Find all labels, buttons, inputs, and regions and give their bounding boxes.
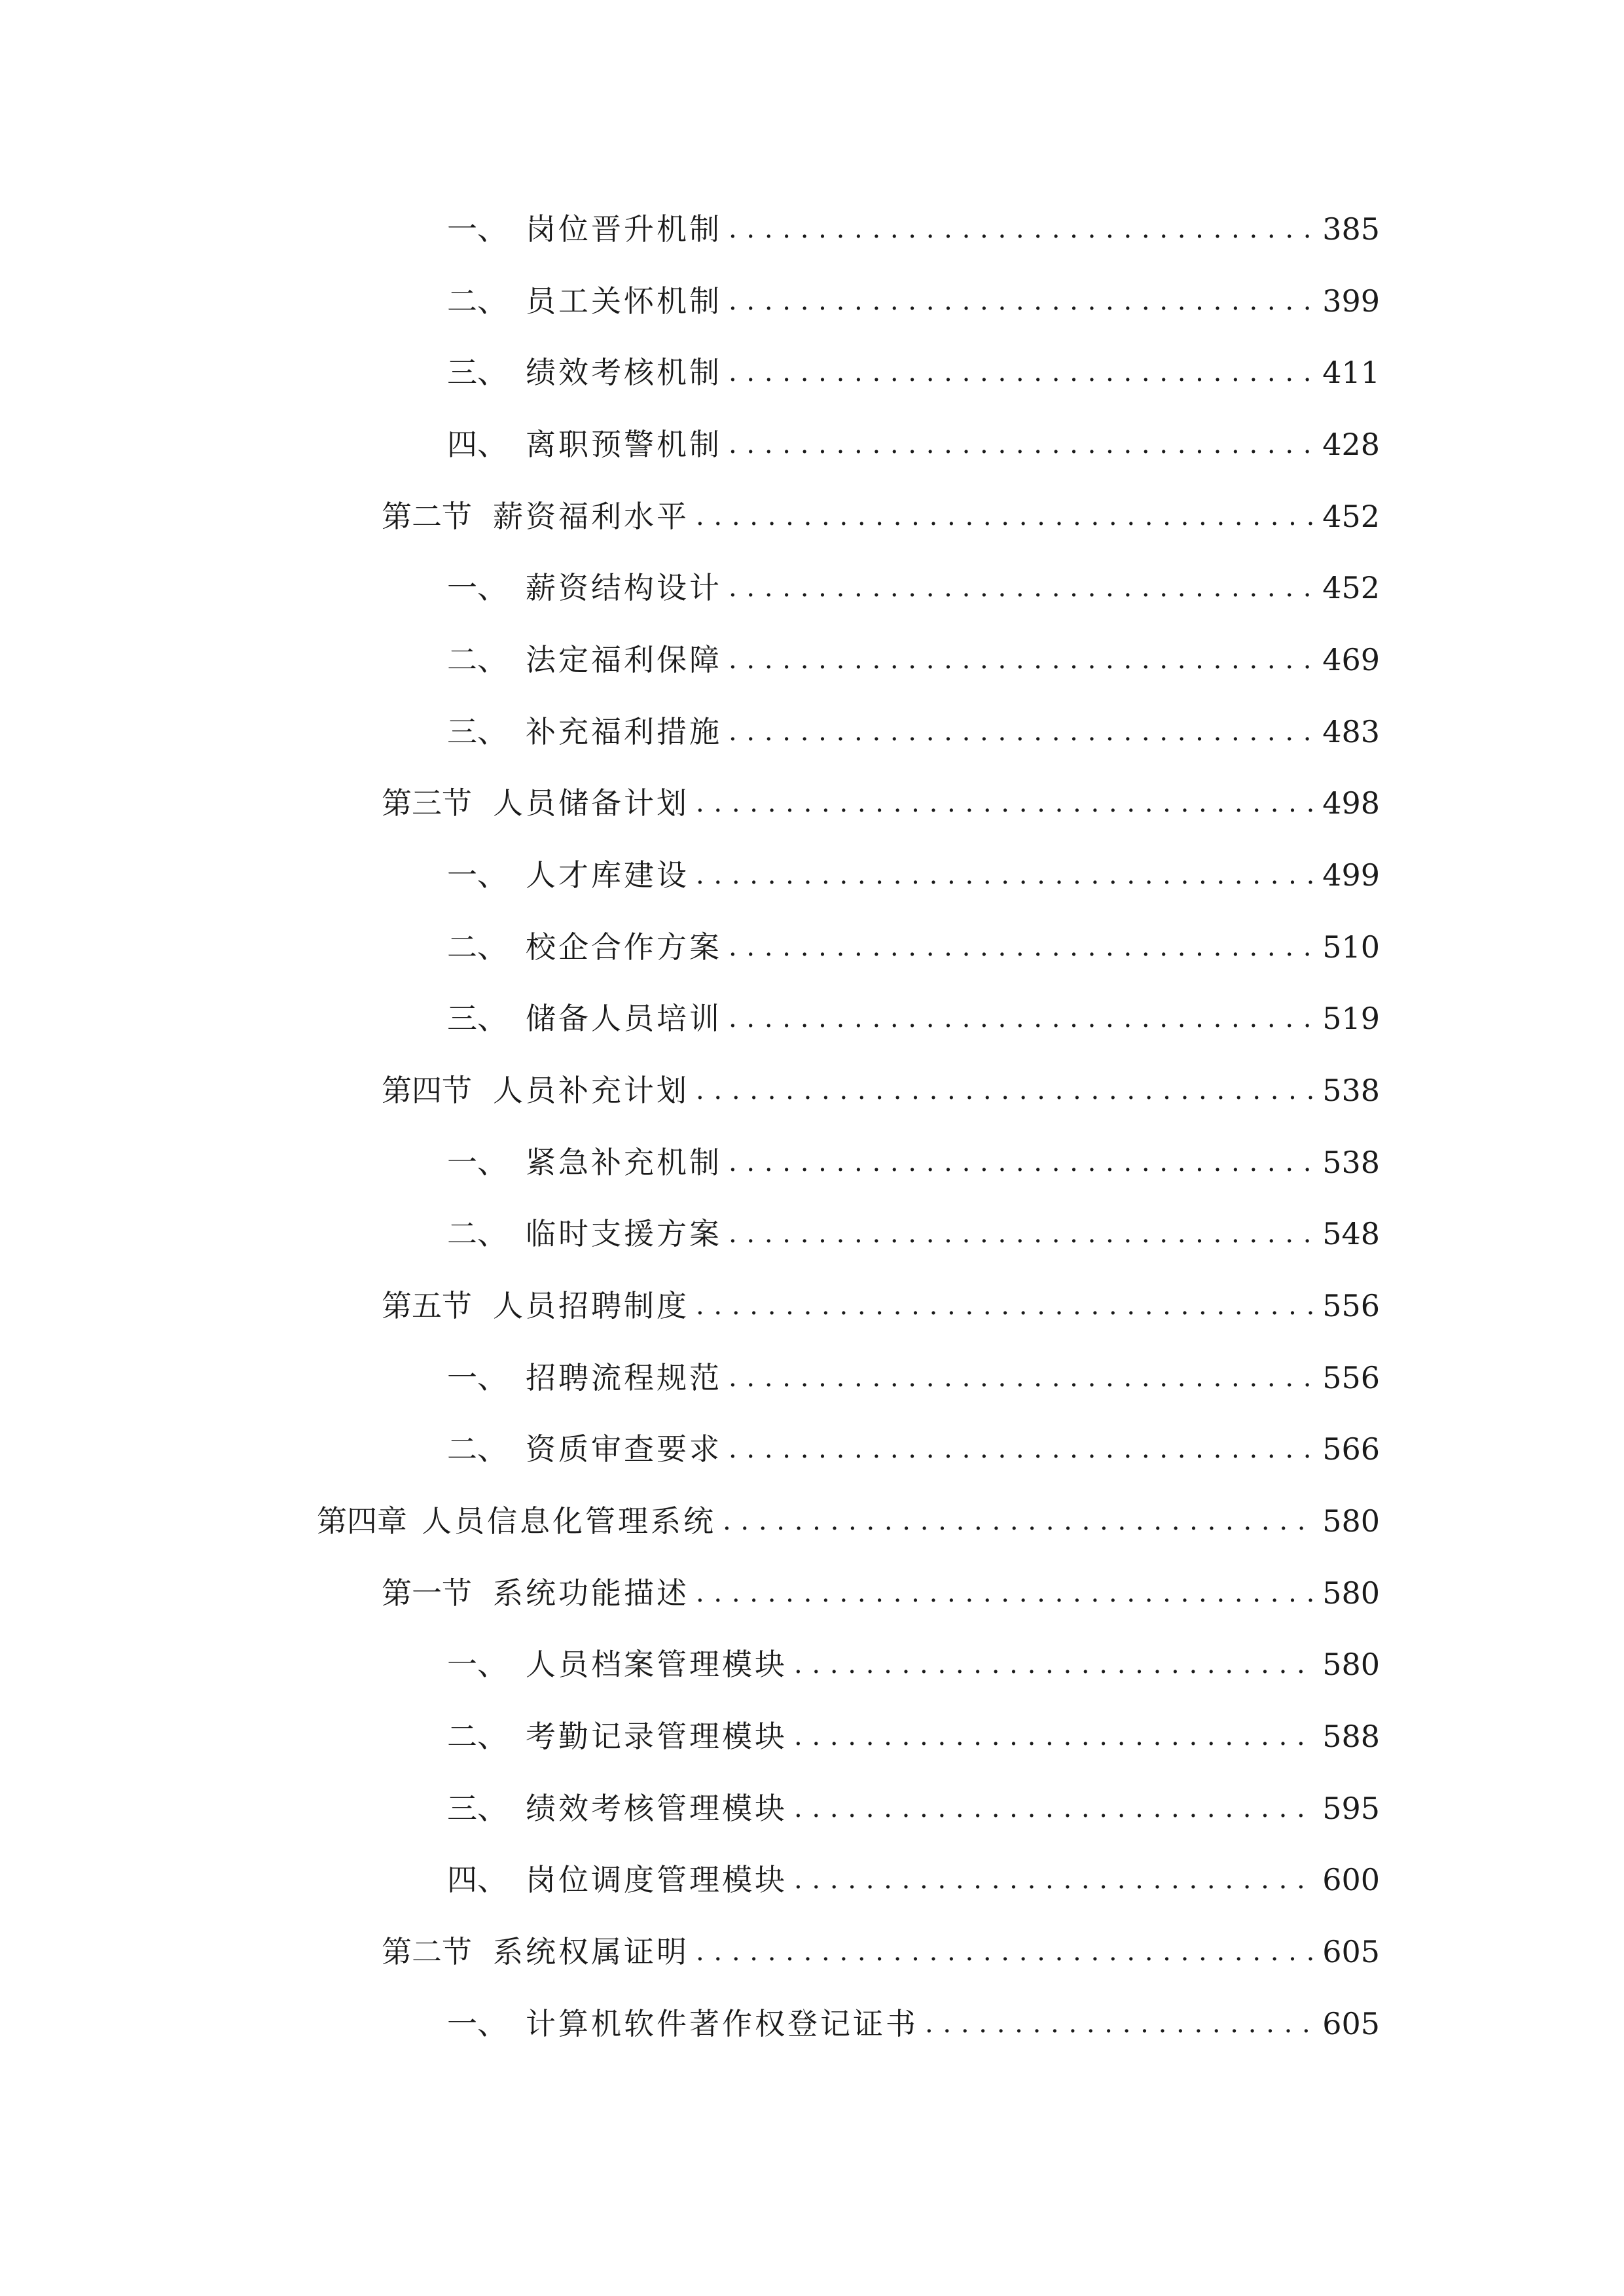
toc-entry-title: 人才库建设 <box>526 857 689 893</box>
toc-entry-number: 一、 <box>447 570 507 605</box>
toc-entry-number: 一、 <box>447 857 507 893</box>
toc-entry-number: 第二节 <box>382 499 472 534</box>
toc-entry-number: 三、 <box>447 1791 507 1826</box>
toc-entry-number: 一、 <box>447 1647 507 1682</box>
toc-entry[interactable] <box>447 1355 1380 1401</box>
toc-entry-page: 556 <box>1322 1288 1380 1323</box>
toc-entry-page: 580 <box>1322 1503 1380 1539</box>
dot-leader <box>696 493 1313 539</box>
dot-leader <box>794 1785 1313 1831</box>
toc-entry-page: 498 <box>1322 785 1380 821</box>
dot-leader <box>729 565 1313 611</box>
dot-leader <box>729 1426 1313 1472</box>
dot-leader <box>794 1857 1313 1903</box>
toc-entry-number: 第四章 <box>317 1503 407 1539</box>
dot-leader <box>794 1641 1313 1687</box>
toc-entry-page: 411 <box>1322 355 1380 390</box>
toc-entry-number: 第二节 <box>382 1934 472 1969</box>
toc-entry-title: 薪资结构设计 <box>526 570 722 605</box>
toc-section-entry[interactable] <box>382 1570 1380 1616</box>
toc-entry-title: 人员招聘制度 <box>493 1288 689 1323</box>
dot-leader <box>729 709 1313 755</box>
toc-entry-page: 605 <box>1322 1934 1380 1969</box>
toc-entry-number: 二、 <box>447 1216 507 1251</box>
dot-leader <box>925 2001 1313 2047</box>
toc-entry-number: 二、 <box>447 283 507 319</box>
toc-section-entry[interactable] <box>382 493 1380 539</box>
toc-entry-page: 452 <box>1322 570 1380 605</box>
toc-entry[interactable] <box>447 422 1380 467</box>
toc-entry-number: 第五节 <box>382 1288 472 1323</box>
dot-leader <box>794 1713 1313 1759</box>
toc-chapter-entry[interactable] <box>317 1498 1380 1544</box>
dot-leader <box>696 852 1313 898</box>
dot-leader <box>729 206 1313 252</box>
toc-entry-number: 一、 <box>447 1360 507 1395</box>
toc-entry-title: 员工关怀机制 <box>526 283 722 319</box>
toc-entry[interactable] <box>447 565 1380 611</box>
toc-entry-title: 储备人员培训 <box>526 1001 722 1036</box>
toc-entry-number: 第一节 <box>382 1575 472 1611</box>
toc-section-entry[interactable] <box>382 1067 1380 1113</box>
toc-entry-page: 588 <box>1322 1719 1380 1754</box>
toc-entry-number: 一、 <box>447 211 507 247</box>
dot-leader <box>696 1570 1313 1616</box>
dot-leader <box>696 1067 1313 1113</box>
toc-entry[interactable] <box>447 1426 1380 1472</box>
toc-entry-title: 离职预警机制 <box>526 427 722 462</box>
toc-entry-page: 519 <box>1322 1001 1380 1036</box>
toc-entry-number: 一、 <box>447 2006 507 2041</box>
toc-entry[interactable] <box>447 637 1380 683</box>
toc-entry-page: 428 <box>1322 427 1380 462</box>
toc-entry-number: 三、 <box>447 355 507 390</box>
toc-entry-title: 法定福利保障 <box>526 642 722 677</box>
toc-entry-number: 第三节 <box>382 785 472 821</box>
toc-entry[interactable] <box>447 924 1380 970</box>
dot-leader <box>729 350 1313 395</box>
toc-section-entry[interactable] <box>382 1283 1380 1329</box>
dot-leader <box>729 1139 1313 1185</box>
toc-entry[interactable] <box>447 852 1380 898</box>
dot-leader <box>729 1355 1313 1401</box>
toc-entry[interactable] <box>447 1857 1380 1903</box>
toc-entry-page: 605 <box>1322 2006 1380 2041</box>
dot-leader <box>729 1211 1313 1257</box>
toc-entry[interactable] <box>447 709 1380 755</box>
toc-entry-page: 538 <box>1322 1073 1380 1108</box>
toc-entry-title: 系统功能描述 <box>493 1575 689 1611</box>
toc-entry[interactable] <box>447 2001 1380 2047</box>
toc-entry-page: 483 <box>1322 714 1380 749</box>
toc-entry-title: 人员信息化管理系统 <box>422 1503 716 1539</box>
dot-leader <box>696 780 1313 826</box>
toc-entry-title: 补充福利措施 <box>526 714 722 749</box>
toc-entry-number: 二、 <box>447 1719 507 1754</box>
toc-entry-title: 人员储备计划 <box>493 785 689 821</box>
toc-entry-page: 566 <box>1322 1431 1380 1467</box>
toc-entry-number: 二、 <box>447 929 507 965</box>
toc-entry-title: 紧急补充机制 <box>526 1145 722 1180</box>
toc-entry-page: 510 <box>1322 929 1380 965</box>
toc-section-entry[interactable] <box>382 780 1380 826</box>
toc-entry-title: 临时支援方案 <box>526 1216 722 1251</box>
toc-entry-page: 548 <box>1322 1216 1380 1251</box>
dot-leader <box>723 1498 1313 1544</box>
dot-leader <box>696 1283 1313 1329</box>
dot-leader <box>696 1929 1313 1975</box>
dot-leader <box>729 637 1313 683</box>
toc-entry-title: 岗位晋升机制 <box>526 211 722 247</box>
dot-leader <box>729 278 1313 324</box>
toc-entry-number: 第四节 <box>382 1073 472 1108</box>
toc-entry-title: 计算机软件著作权登记证书 <box>526 2006 918 2041</box>
toc-entry-page: 385 <box>1322 211 1380 247</box>
toc-entry-page: 580 <box>1322 1575 1380 1611</box>
toc-entry-title: 绩效考核机制 <box>526 355 722 390</box>
toc-entry-page: 556 <box>1322 1360 1380 1395</box>
toc-entry-title: 岗位调度管理模块 <box>526 1862 787 1897</box>
dot-leader <box>729 996 1313 1041</box>
dot-leader <box>729 422 1313 467</box>
toc-section-entry[interactable] <box>382 1929 1380 1975</box>
toc-entry[interactable] <box>447 1785 1380 1831</box>
toc-entry[interactable] <box>447 1713 1380 1759</box>
toc-entry-number: 二、 <box>447 642 507 677</box>
toc-entry-number: 四、 <box>447 1862 507 1897</box>
toc-entry[interactable] <box>447 206 1380 252</box>
toc-entry-number: 三、 <box>447 714 507 749</box>
toc-entry-title: 薪资福利水平 <box>493 499 689 534</box>
toc-entry-page: 538 <box>1322 1145 1380 1180</box>
toc-entry[interactable] <box>447 350 1380 395</box>
toc-entry-title: 资质审查要求 <box>526 1431 722 1467</box>
toc-entry-title: 绩效考核管理模块 <box>526 1791 787 1826</box>
dot-leader <box>729 924 1313 970</box>
toc-entry-number: 二、 <box>447 1431 507 1467</box>
toc-entry-page: 452 <box>1322 499 1380 534</box>
toc-entry[interactable] <box>447 278 1380 324</box>
toc-entry[interactable] <box>447 1139 1380 1185</box>
toc-entry[interactable] <box>447 1211 1380 1257</box>
toc-entry-page: 399 <box>1322 283 1380 319</box>
toc-entry-page: 600 <box>1322 1862 1380 1897</box>
toc-entry-title: 人员档案管理模块 <box>526 1647 787 1682</box>
toc-entry-title: 招聘流程规范 <box>526 1360 722 1395</box>
toc-entry-page: 595 <box>1322 1791 1380 1826</box>
toc-entry-title: 校企合作方案 <box>526 929 722 965</box>
toc-entry-page: 469 <box>1322 642 1380 677</box>
toc-entry-title: 系统权属证明 <box>493 1934 689 1969</box>
toc-entry-number: 三、 <box>447 1001 507 1036</box>
toc-entry-title: 考勤记录管理模块 <box>526 1719 787 1754</box>
toc-entry-title: 人员补充计划 <box>493 1073 689 1108</box>
toc-entry-number: 四、 <box>447 427 507 462</box>
toc-entry[interactable] <box>447 1641 1380 1687</box>
toc-entry[interactable] <box>447 996 1380 1041</box>
toc-entry-number: 一、 <box>447 1145 507 1180</box>
toc-entry-page: 499 <box>1322 857 1380 893</box>
toc-entry-page: 580 <box>1322 1647 1380 1682</box>
